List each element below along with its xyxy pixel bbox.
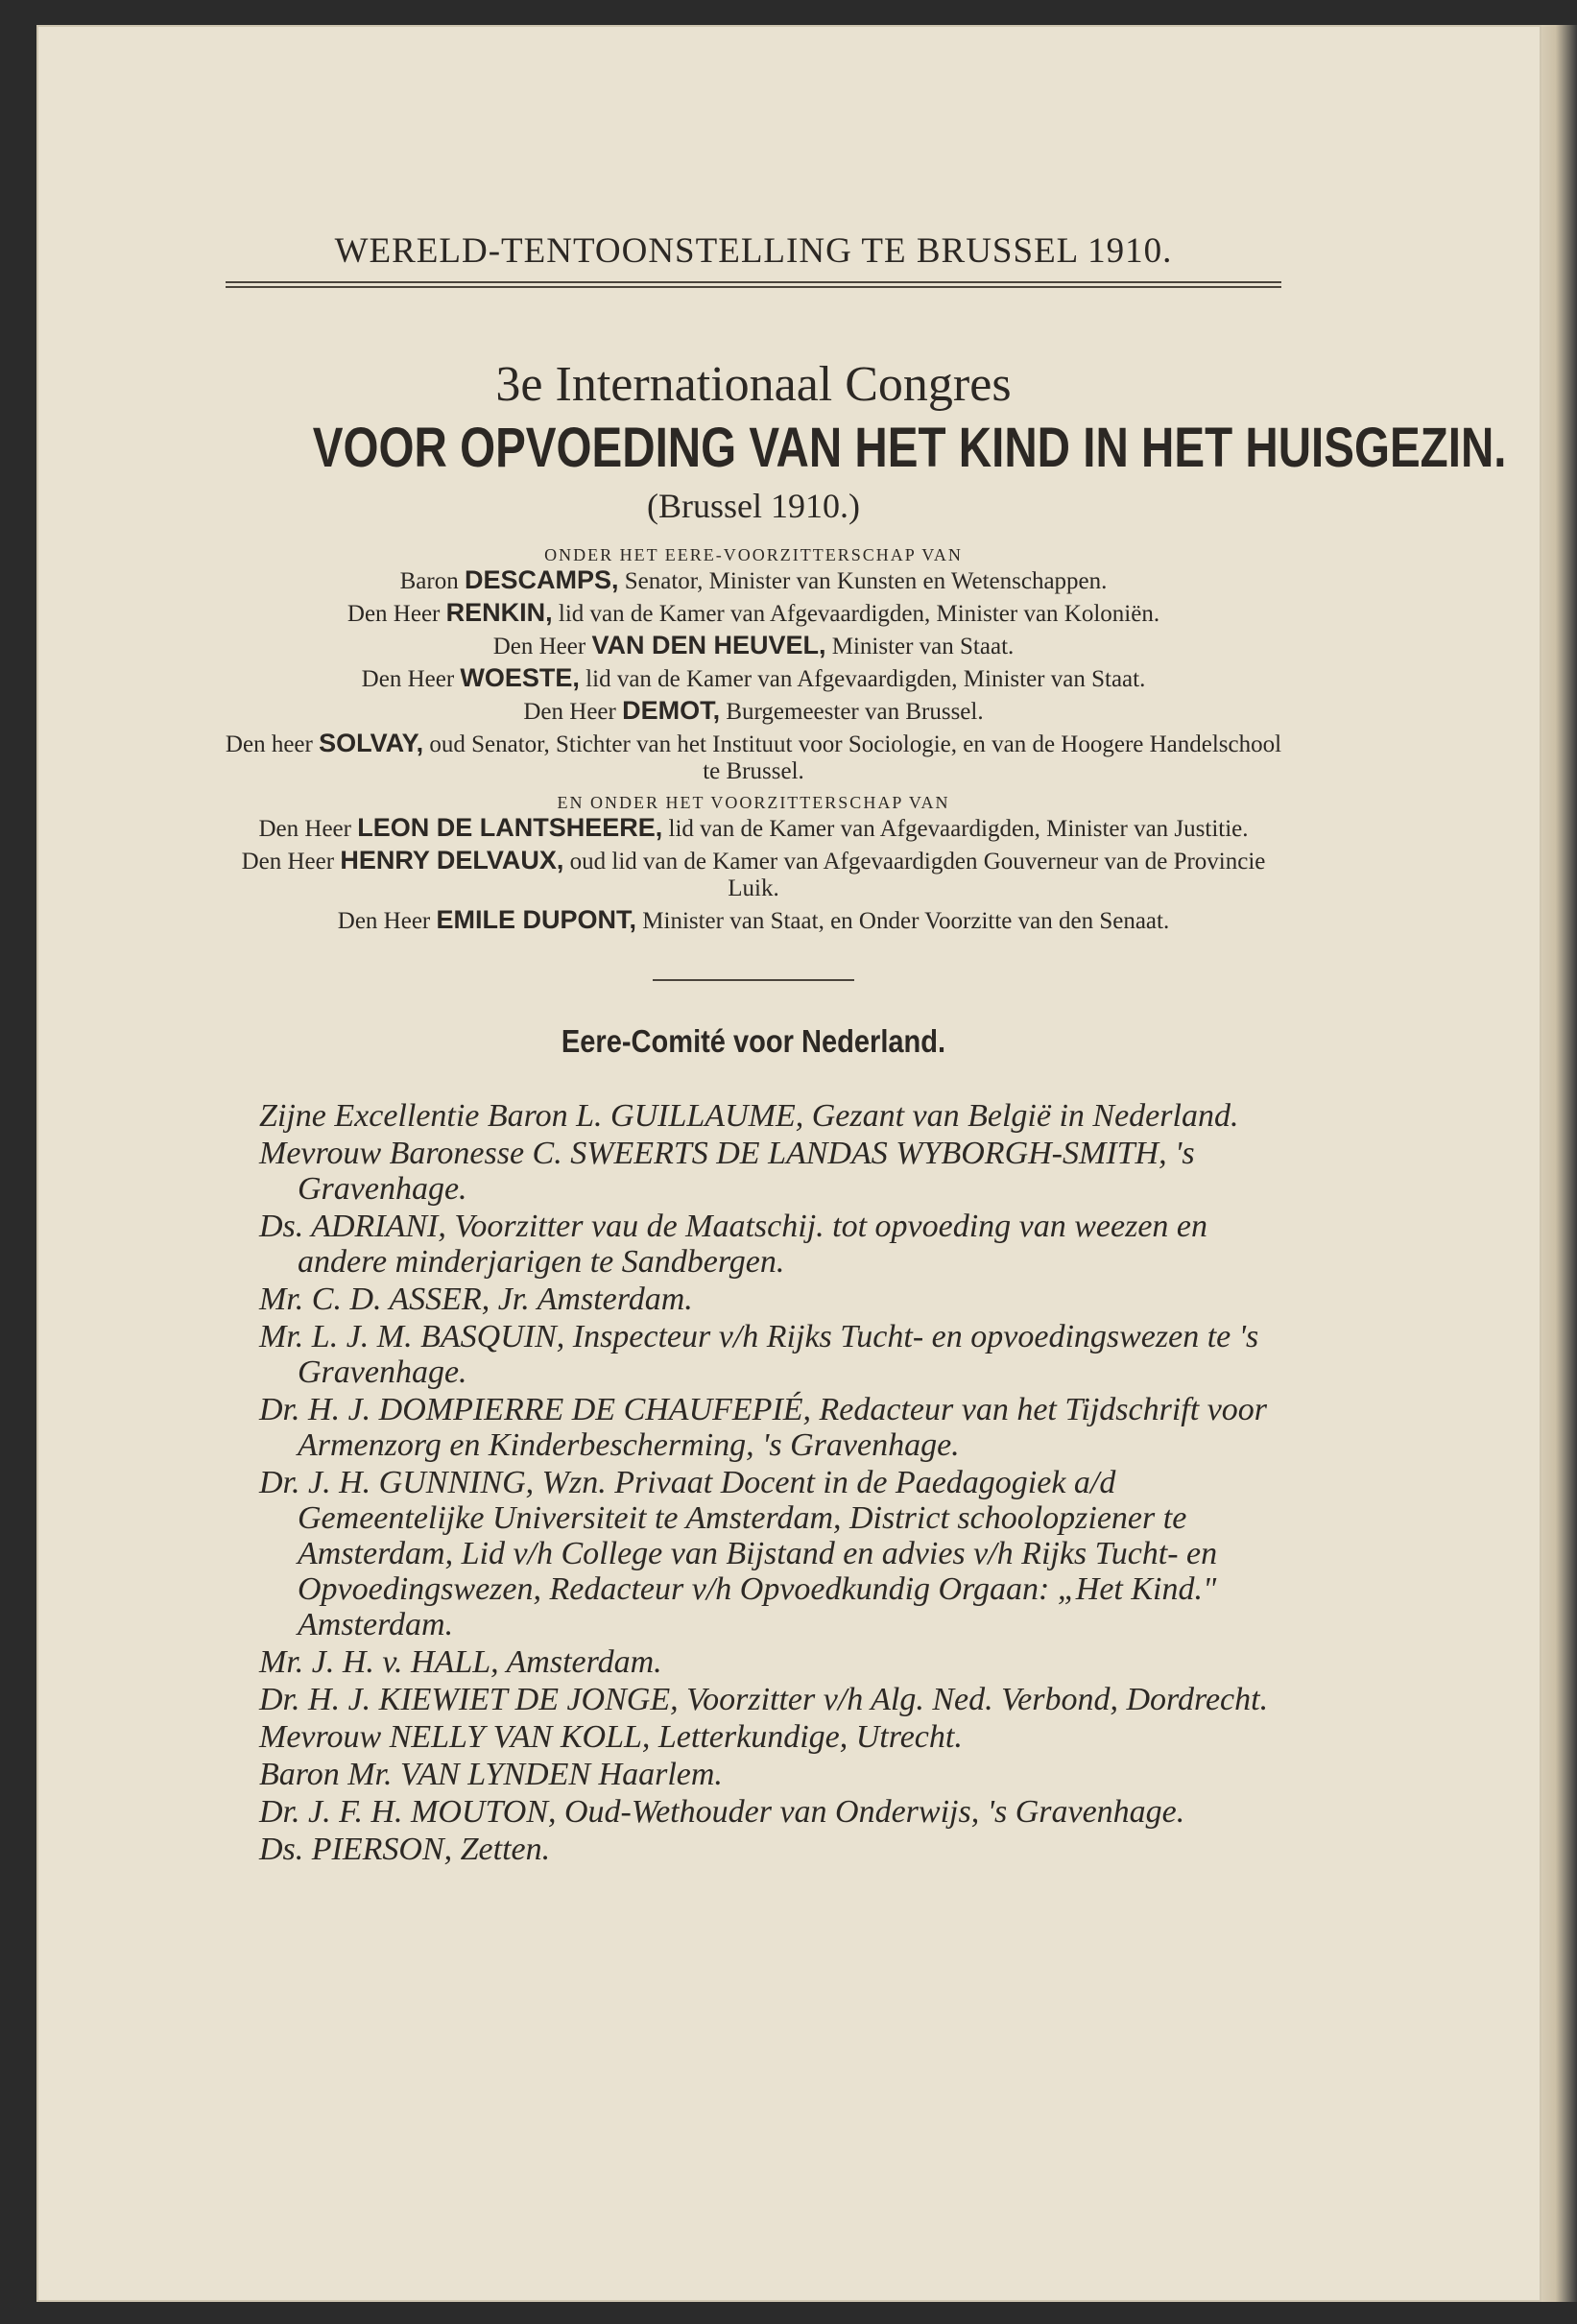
honorary-presidency-list	[216, 566, 1291, 785]
entry-name: DESCAMPS,	[464, 565, 619, 594]
committee-member: Mr. C. D. ASSER, Jr. Amsterdam.	[259, 1282, 693, 1317]
committee-member: Mevrouw NELLY VAN KOLL, Letterkundige, Utrecht.	[259, 1719, 963, 1755]
congress-title: VOOR OPVOEDING VAN HET KIND IN HET HUISGEZIN.	[312, 417, 1507, 479]
committee-member: Mr. J. H. v. HALL, Amsterdam.	[259, 1644, 662, 1680]
committee-title: Eere-Comité voor Nederland.	[561, 1023, 946, 1059]
entry-prefix: Den Heer	[361, 666, 455, 692]
honorary-entry	[216, 599, 1291, 628]
entry-text: Burgemeester van Brussel.	[726, 699, 984, 725]
section-divider	[653, 979, 854, 981]
presidency-entry	[216, 814, 1291, 843]
honorary-entry	[216, 697, 1291, 726]
entry-name: SOLVAY,	[319, 729, 424, 757]
presidency-heading: EN ONDER HET VOORZITTERSCHAP VAN	[557, 793, 950, 812]
entry-prefix: Den Heer	[492, 634, 586, 659]
entry-text: Senator, Minister van Kunsten en Wetenschappen.	[624, 568, 1108, 594]
entry-prefix: Den Heer	[346, 601, 441, 627]
honorary-presidency-heading: ONDER HET EERE-VOORZITTERSCHAP VAN	[544, 545, 963, 564]
entry-text: oud lid van de Kamer van Afgevaardigden Gouverneur van de Provincie Luik.	[569, 849, 1266, 901]
committee-member: Dr. H. J. KIEWIET DE JONGE, Voorzitter v/h Alg. Ned. Verbond, Dordrecht.	[259, 1682, 1269, 1717]
entry-text: Minister van Staat.	[831, 634, 1015, 659]
page-edge-stack	[1541, 25, 1577, 2302]
running-title: WERELD-TENTOONSTELLING TE BRUSSEL 1910.	[334, 231, 1173, 271]
entry-prefix: Den Heer	[258, 816, 351, 842]
entry-name: EMILE DUPONT,	[436, 905, 637, 934]
committee-member: Dr. J. H. GUNNING, Wzn. Privaat Docent in de Paedagogiek a/d Gemeentelijke Universiteit te Amsterdam, District schoolopziener te Amsterdam, Lid v/h College van Bijstand en advies v/h Rijks Tucht- en Opvoedingswezen, Redacteur v/h Opvoedkundig Orgaan: „Het Kind." Amsterdam.	[259, 1465, 1218, 1642]
presidency-entry	[216, 847, 1291, 902]
entry-name: WOESTE,	[460, 663, 580, 692]
entry-name: HENRY DELVAUX,	[340, 846, 564, 874]
honorary-entry	[216, 730, 1291, 785]
entry-text: Minister van Staat, en Onder Voorzitte van den Senaat.	[642, 908, 1170, 934]
entry-text: oud Senator, Stichter van het Instituut voor Sociologie, en van de Hoogere Handelschool te Brussel.	[429, 731, 1282, 784]
entry-prefix: Den Heer	[523, 699, 616, 725]
entry-prefix: Den Heer	[241, 849, 335, 874]
committee-member: Ds. ADRIANI, Voorzitter vau de Maatschij. tot opvoeding van weezen en andere minderjarigen te Sandbergen.	[259, 1209, 1208, 1280]
honorary-entry	[216, 566, 1291, 595]
entry-name: DEMOT,	[622, 696, 721, 725]
congress-place: (Brussel 1910.)	[647, 487, 860, 525]
committee-member-list	[216, 1098, 1291, 1867]
committee-member: Zijne Excellentie Baron L. GUILLAUME, Gezant van België in Nederland.	[259, 1098, 1239, 1134]
entry-name: VAN DEN HEUVEL,	[591, 631, 826, 659]
committee-member: Mr. L. J. M. BASQUIN, Inspecteur v/h Rijks Tucht- en opvoedingswezen te 's Gravenhage.	[259, 1319, 1259, 1390]
committee-member: Dr. H. J. DOMPIERRE DE CHAUFEPIÉ, Redacteur van het Tijdschrift voor Armenzorg en Kinderbescherming, 's Gravenhage.	[259, 1392, 1268, 1463]
entry-text: lid van de Kamer van Afgevaardigden, Minister van Staat.	[585, 666, 1146, 692]
entry-prefix: Den heer	[225, 731, 313, 757]
honorary-entry	[216, 632, 1291, 660]
entry-text: lid van de Kamer van Afgevaardigden, Minister van Koloniën.	[558, 601, 1160, 627]
committee-member: Baron Mr. VAN LYNDEN Haarlem.	[259, 1757, 723, 1792]
committee-member: Ds. PIERSON, Zetten.	[259, 1832, 551, 1867]
presidency-list	[216, 814, 1291, 935]
committee-member: Dr. J. F. H. MOUTON, Oud-Wethouder van Onderwijs, 's Gravenhage.	[259, 1794, 1185, 1830]
page-content	[216, 230, 1507, 1869]
honorary-entry	[216, 664, 1291, 693]
entry-name: RENKIN,	[445, 598, 553, 627]
entry-prefix: Den Heer	[337, 908, 431, 934]
entry-name: LEON DE LANTSHEERE,	[357, 813, 663, 842]
presidency-entry	[216, 906, 1291, 935]
committee-member: Mevrouw Baronesse C. SWEERTS DE LANDAS WYBORGH-SMITH, 's Gravenhage.	[259, 1136, 1195, 1207]
header-double-rule	[226, 281, 1281, 288]
entry-prefix: Baron	[399, 568, 459, 594]
congress-number: 3e Internationaal Congres	[495, 357, 1012, 412]
entry-text: lid van de Kamer van Afgevaardigden, Minister van Justitie.	[668, 816, 1249, 842]
